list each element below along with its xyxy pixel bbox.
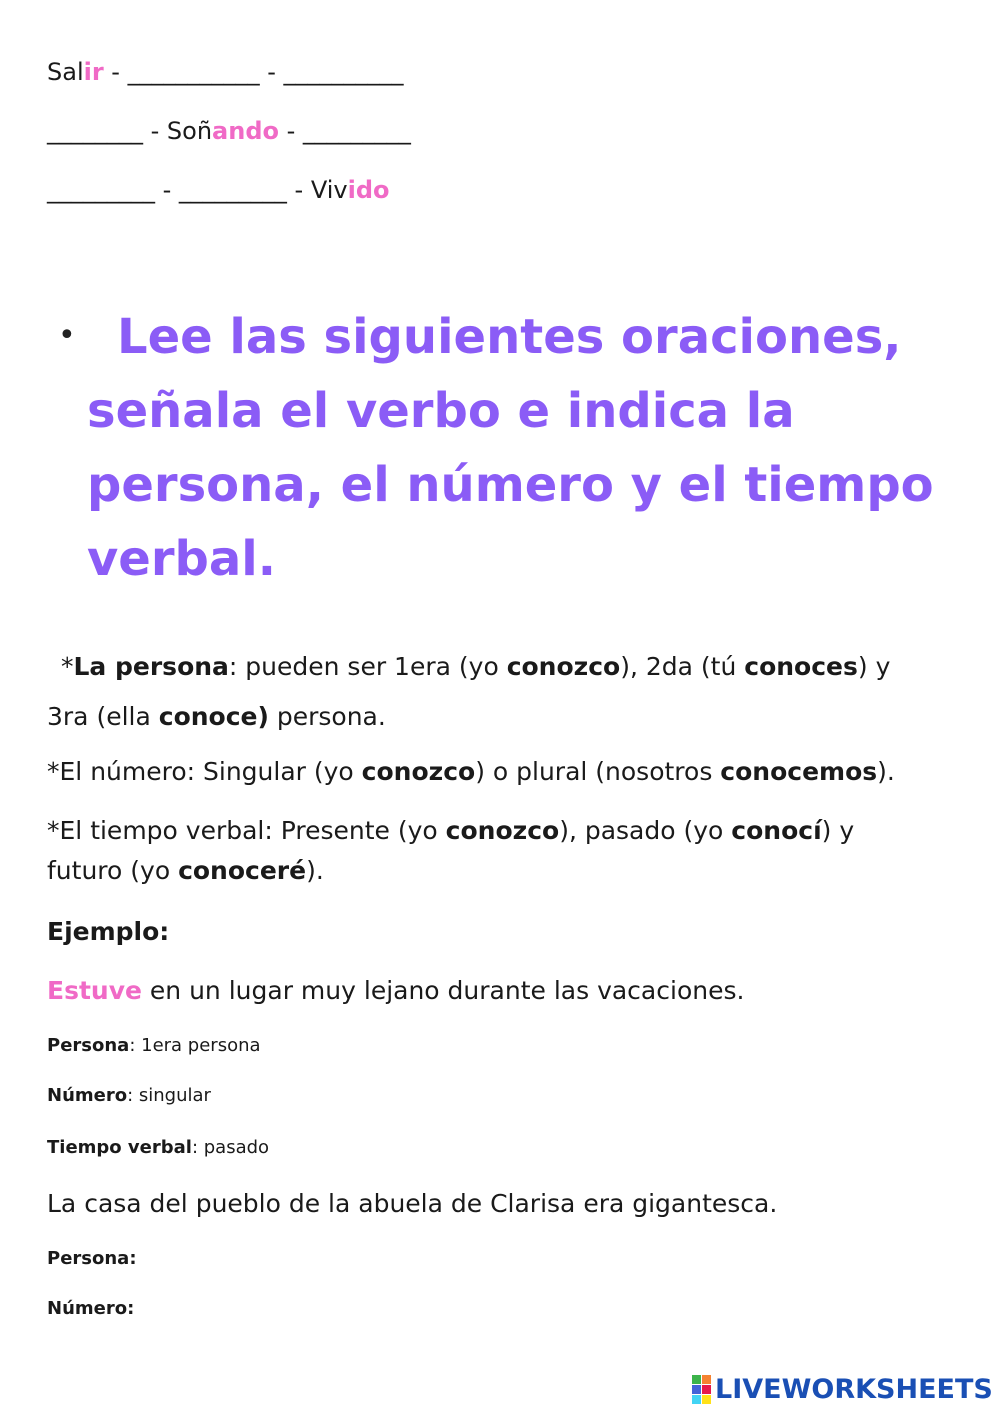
verb-ending: ir — [83, 58, 104, 86]
line-suffix: - _________ — [279, 117, 411, 145]
example-tiempo: Tiempo verbal: pasado — [47, 1137, 270, 1158]
example-label: Ejemplo: — [47, 917, 170, 946]
line-suffix: - ___________ - __________ — [103, 58, 404, 86]
explanation-tiempo: *El tiempo verbal: Presente (yo conozco), pasado (yo conocí) y futuro (yo conoceré). — [47, 816, 855, 885]
line-prefix: _________ - _________ - Viv — [47, 176, 348, 204]
explanation-persona: *La persona: pueden ser 1era (yo conozco), 2da (tú conoces) y 3ra (ella conoce) persona. — [47, 652, 891, 731]
bullet-icon: • — [58, 318, 76, 353]
exercise-line-sonando — [47, 117, 411, 145]
exercise-line-vivido — [47, 176, 390, 204]
exercise-numero-label: Número: — [47, 1298, 135, 1319]
example-sentence: Estuve en un lugar muy lejano durante las vacaciones. — [47, 976, 745, 1005]
brand-name: LIVEWORKSHEETS — [715, 1373, 993, 1405]
exercise-persona-label: Persona: — [47, 1248, 137, 1269]
example-persona: Persona: 1era persona — [47, 1035, 261, 1056]
line-prefix: Sal — [47, 58, 84, 86]
exercise-line-salir — [47, 58, 404, 86]
example-verb: Estuve — [47, 976, 142, 1005]
liveworksheets-logo — [692, 1372, 993, 1406]
logo-icon — [692, 1375, 711, 1404]
heading-text: Lee las siguientes oraciones, señala el verbo e indica la persona, el número y el tiempo verbal. — [87, 309, 934, 587]
verb-ending: ido — [347, 176, 390, 204]
line-prefix: ________ - Soñ — [47, 117, 213, 145]
example-numero: Número: singular — [47, 1085, 211, 1106]
verb-ending: ando — [212, 117, 279, 145]
exercise-sentence: La casa del pueblo de la abuela de Clarisa era gigantesca. — [47, 1189, 778, 1218]
instruction-heading — [87, 300, 967, 596]
explanation-numero: *El número: Singular (yo conozco) o plural (nosotros conocemos). — [47, 757, 895, 786]
